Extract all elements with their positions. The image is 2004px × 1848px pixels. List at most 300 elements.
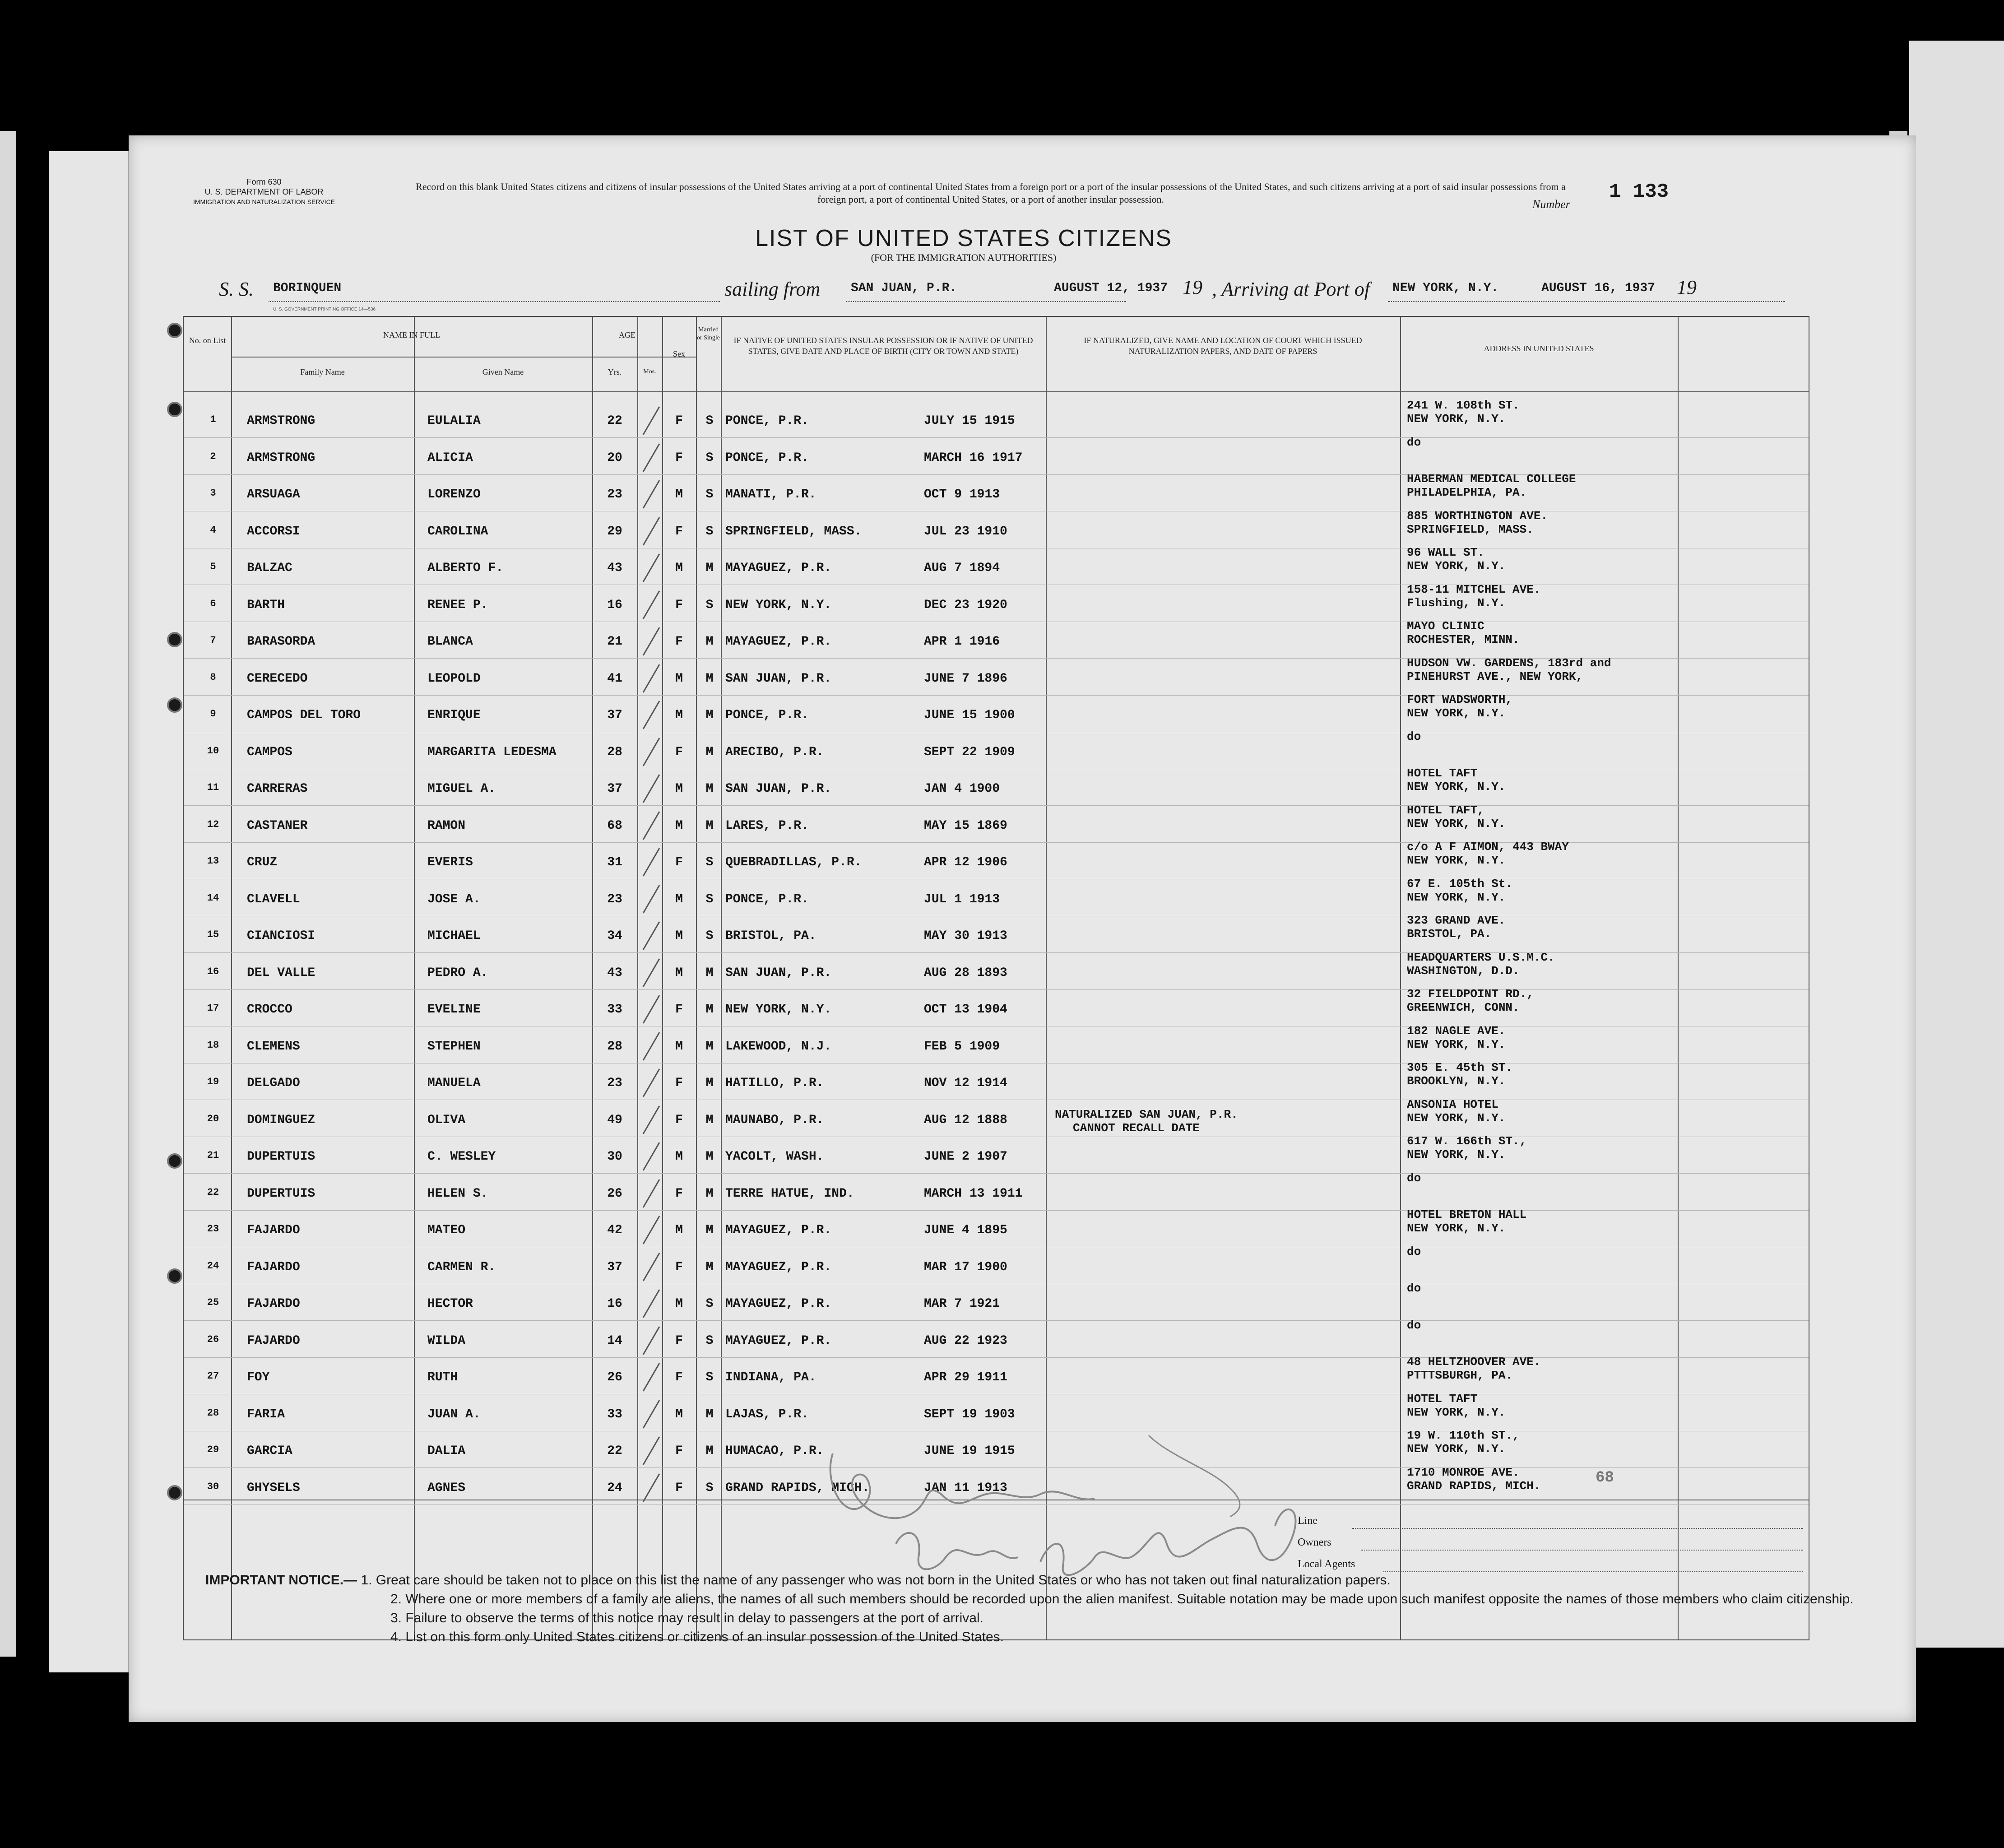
notice-lead: IMPORTANT NOTICE.— bbox=[205, 1573, 357, 1588]
cell-age: 26 bbox=[607, 1370, 622, 1384]
cell-address: do bbox=[1407, 1244, 1421, 1258]
cell-ms: S bbox=[705, 524, 714, 539]
cell-address: PHILADELPHIA, PA. bbox=[1407, 486, 1527, 499]
cell-date: JUL 1 1913 bbox=[924, 892, 1000, 906]
line-label: Line bbox=[1298, 1515, 1317, 1527]
film-edge-left bbox=[0, 131, 16, 1657]
cell-date: AUG 28 1893 bbox=[924, 966, 1007, 980]
cell-no: 17 bbox=[207, 1003, 219, 1014]
mos-tick-mark bbox=[640, 1361, 662, 1393]
cell-given: MANUELA bbox=[427, 1076, 481, 1090]
notice-item-4: 4. List on this form only United States citizens or citizens of an insular possession of the United States. bbox=[390, 1630, 1004, 1644]
cell-date: APR 1 1916 bbox=[924, 635, 1000, 649]
cell-date: JAN 11 1913 bbox=[924, 1481, 1007, 1495]
cell-no: 1 bbox=[210, 414, 216, 425]
cell-family: BARTH bbox=[247, 598, 285, 612]
binder-hole bbox=[167, 402, 182, 417]
document-subtitle: (FOR THE IMMIGRATION AUTHORITIES) bbox=[871, 252, 1057, 263]
cell-family: DELGADO bbox=[247, 1076, 300, 1090]
cell-ms: S bbox=[705, 414, 714, 428]
mos-tick-mark bbox=[640, 1104, 662, 1136]
cell-given: DALIA bbox=[427, 1444, 466, 1458]
cell-sex: F bbox=[675, 1113, 683, 1127]
cell-address: NEW YORK, N.Y. bbox=[1407, 559, 1506, 573]
cell-place: SAN JUAN, P.R. bbox=[725, 782, 832, 796]
cell-place: YACOLT, WASH. bbox=[725, 1150, 824, 1164]
cell-ms: M bbox=[705, 966, 714, 980]
cell-no: 29 bbox=[207, 1444, 219, 1455]
col-name-in-full: NAME IN FULL bbox=[383, 330, 440, 339]
cell-age: 43 bbox=[607, 561, 622, 575]
cell-date: JUNE 4 1895 bbox=[924, 1223, 1007, 1237]
cell-address: MAYO CLINIC bbox=[1407, 619, 1484, 633]
arrival-port: NEW YORK, N.Y. bbox=[1392, 281, 1499, 295]
cell-address: BRISTOL, PA. bbox=[1407, 927, 1492, 941]
cell-ms: S bbox=[705, 450, 714, 465]
cell-no: 14 bbox=[207, 892, 219, 904]
cell-address: NEW YORK, N.Y. bbox=[1407, 1221, 1506, 1235]
cell-address: NEW YORK, N.Y. bbox=[1407, 854, 1506, 867]
cell-age: 24 bbox=[607, 1481, 622, 1495]
cell-place: PONCE, P.R. bbox=[725, 450, 809, 465]
cell-no: 3 bbox=[210, 488, 216, 499]
mos-tick-mark bbox=[640, 994, 662, 1025]
cell-address: 32 FIELDPOINT RD., bbox=[1407, 987, 1534, 1001]
cell-date: APR 29 1911 bbox=[924, 1370, 1007, 1384]
adjacent-page-left bbox=[49, 151, 129, 1672]
cell-address: 158-11 MITCHEL AVE. bbox=[1407, 582, 1541, 596]
cell-place: MAYAGUEZ, P.R. bbox=[725, 1223, 832, 1237]
cell-ms: M bbox=[705, 1113, 714, 1127]
cell-place: MAYAGUEZ, P.R. bbox=[725, 1333, 832, 1348]
cell-ms: M bbox=[705, 1076, 714, 1090]
cell-date: SEPT 22 1909 bbox=[924, 745, 1015, 759]
cell-date: APR 12 1906 bbox=[924, 855, 1007, 869]
col-age: AGE bbox=[619, 330, 636, 339]
col-sex: Sex bbox=[673, 349, 685, 358]
cell-place: LAKEWOOD, N.J. bbox=[725, 1039, 832, 1054]
cell-ms: M bbox=[705, 1407, 714, 1421]
cell-given: EVERIS bbox=[427, 855, 473, 869]
local-agents-label: Local Agents bbox=[1298, 1558, 1355, 1570]
cell-given: RENEE P. bbox=[427, 598, 488, 612]
cell-date: JUNE 19 1915 bbox=[924, 1444, 1015, 1458]
cell-no: 22 bbox=[207, 1186, 219, 1198]
cell-ms: S bbox=[705, 892, 714, 906]
print-office: U. S. GOVERNMENT PRINTING OFFICE 14—536 bbox=[273, 307, 376, 312]
cell-age: 33 bbox=[607, 1003, 622, 1017]
cell-given: STEPHEN bbox=[427, 1039, 481, 1054]
cell-given: EVELINE bbox=[427, 1003, 481, 1017]
cell-given: CAROLINA bbox=[427, 524, 488, 539]
cell-family: FAJARDO bbox=[247, 1297, 300, 1311]
cell-given: MIGUEL A. bbox=[427, 782, 496, 796]
cell-address: NEW YORK, N.Y. bbox=[1407, 1148, 1506, 1161]
cell-place: INDIANA, PA. bbox=[725, 1370, 816, 1384]
mos-tick-mark bbox=[640, 1251, 662, 1283]
cell-address: do bbox=[1407, 1318, 1421, 1332]
cell-ms: M bbox=[705, 1186, 714, 1201]
cell-date: AUG 12 1888 bbox=[924, 1113, 1007, 1127]
cell-age: 23 bbox=[607, 488, 622, 501]
cell-family: CRUZ bbox=[247, 855, 278, 869]
cell-no: 4 bbox=[210, 524, 216, 536]
cell-address: FORT WADSWORTH, bbox=[1407, 693, 1513, 706]
cell-family: CARRERAS bbox=[247, 782, 308, 796]
cell-address: HOTEL TAFT bbox=[1407, 1392, 1478, 1406]
cell-address: NEW YORK, N.Y. bbox=[1407, 1111, 1506, 1125]
col-birth: IF NATIVE OF UNITED STATES INSULAR POSSESSION OR IF NATIVE OF UNITED STATES, GIVE DATE AND PLACE OF BIRTH (CITY OR TOWN AND STATE) bbox=[733, 336, 1033, 356]
cell-date: JAN 4 1900 bbox=[924, 782, 1000, 796]
cell-family: CLEMENS bbox=[247, 1039, 300, 1054]
cell-address: NEW YORK, N.Y. bbox=[1407, 412, 1506, 426]
cell-given: C. WESLEY bbox=[427, 1150, 496, 1164]
cell-sex: F bbox=[675, 855, 683, 869]
mos-tick-mark bbox=[640, 957, 662, 989]
mos-tick-mark bbox=[640, 663, 662, 694]
cell-place: MANATI, P.R. bbox=[725, 488, 816, 501]
cell-sex: F bbox=[675, 450, 683, 465]
cell-ms: S bbox=[705, 1481, 714, 1495]
cell-family: CLAVELL bbox=[247, 892, 300, 906]
arrival-year-suffix: 19 bbox=[1677, 276, 1697, 298]
cell-sex: M bbox=[675, 708, 683, 722]
mos-tick-mark bbox=[640, 883, 662, 915]
cell-family: ARMSTRONG bbox=[247, 414, 315, 428]
mos-tick-mark bbox=[640, 699, 662, 731]
cell-date: NOV 12 1914 bbox=[924, 1076, 1007, 1090]
cell-place: MAYAGUEZ, P.R. bbox=[725, 1260, 832, 1274]
cell-given: LORENZO bbox=[427, 488, 481, 501]
cell-sex: F bbox=[675, 1444, 683, 1458]
cell-given: RUTH bbox=[427, 1370, 458, 1384]
cell-date: FEB 5 1909 bbox=[924, 1039, 1000, 1054]
cell-given: ENRIQUE bbox=[427, 708, 481, 722]
binder-hole bbox=[167, 323, 182, 338]
cell-age: 29 bbox=[607, 524, 622, 539]
cell-ms: S bbox=[705, 855, 714, 869]
cell-family: FAJARDO bbox=[247, 1223, 300, 1237]
cell-place: MAUNABO, P.R. bbox=[725, 1113, 824, 1127]
cell-age: 23 bbox=[607, 1076, 622, 1090]
cell-date: OCT 9 1913 bbox=[924, 488, 1000, 501]
cell-ms: M bbox=[705, 1260, 714, 1274]
cell-family: DUPERTUIS bbox=[247, 1150, 315, 1164]
cell-age: 16 bbox=[607, 598, 622, 612]
cell-place: GRAND RAPIDS, MICH. bbox=[725, 1481, 870, 1495]
cell-place: PONCE, P.R. bbox=[725, 892, 809, 906]
cell-age: 68 bbox=[607, 818, 622, 833]
cell-date: DEC 23 1920 bbox=[924, 598, 1007, 612]
cell-no: 11 bbox=[207, 782, 219, 793]
cell-ms: M bbox=[705, 1039, 714, 1054]
cell-given: WILDA bbox=[427, 1333, 466, 1348]
cell-no: 15 bbox=[207, 929, 219, 940]
cell-no: 21 bbox=[207, 1150, 219, 1161]
ss-label: S. S. bbox=[219, 278, 254, 300]
cell-ms: M bbox=[705, 782, 714, 796]
cell-family: DEL VALLE bbox=[247, 966, 315, 980]
cell-sex: M bbox=[675, 1223, 683, 1237]
cell-family: GARCIA bbox=[247, 1444, 292, 1458]
form-number: Form 630 bbox=[246, 177, 282, 186]
cell-ms: M bbox=[705, 671, 714, 686]
cell-place: SAN JUAN, P.R. bbox=[725, 966, 832, 980]
cell-date: MARCH 16 1917 bbox=[924, 450, 1023, 465]
cell-no: 23 bbox=[207, 1223, 219, 1235]
cell-given: JUAN A. bbox=[427, 1407, 481, 1421]
cell-sex: F bbox=[675, 1186, 683, 1201]
cell-address: NEW YORK, N.Y. bbox=[1407, 817, 1506, 831]
cell-given: EULALIA bbox=[427, 414, 481, 428]
col-address: ADDRESS IN UNITED STATES bbox=[1484, 344, 1594, 353]
cell-no: 25 bbox=[207, 1297, 219, 1308]
cell-ms: S bbox=[705, 1370, 714, 1384]
cell-no: 20 bbox=[207, 1113, 219, 1124]
cell-given: OLIVA bbox=[427, 1113, 466, 1127]
cell-no: 26 bbox=[207, 1333, 219, 1345]
cell-address: PTTTSBURGH, PA. bbox=[1407, 1369, 1513, 1382]
form-identifier bbox=[156, 177, 372, 207]
cell-given: JOSE A. bbox=[427, 892, 481, 906]
cell-date: AUG 22 1923 bbox=[924, 1333, 1007, 1348]
cell-address: do bbox=[1407, 1171, 1421, 1185]
cell-address: do bbox=[1407, 729, 1421, 743]
cell-place: NEW YORK, N.Y. bbox=[725, 598, 832, 612]
mos-tick-mark bbox=[640, 810, 662, 841]
cell-date: MAY 15 1869 bbox=[924, 818, 1007, 833]
sailing-port: SAN JUAN, P.R. bbox=[851, 281, 957, 295]
cell-age: 21 bbox=[607, 635, 622, 649]
cell-given: CARMEN R. bbox=[427, 1260, 496, 1274]
cell-family: FAJARDO bbox=[247, 1260, 300, 1274]
cell-address: HUDSON VW. GARDENS, 183rd and bbox=[1407, 656, 1611, 670]
cell-family: FOY bbox=[247, 1370, 270, 1384]
page-stamp: 68 bbox=[1596, 1469, 1614, 1486]
cell-date: SEPT 19 1903 bbox=[924, 1407, 1015, 1421]
cell-age: 28 bbox=[607, 1039, 622, 1054]
cell-family: CERECEDO bbox=[247, 671, 308, 686]
cell-no: 5 bbox=[210, 561, 216, 572]
cell-age: 22 bbox=[607, 414, 622, 428]
sailing-label: sailing from bbox=[724, 278, 821, 300]
cell-place: LARES, P.R. bbox=[725, 818, 809, 833]
cell-address: HABERMAN MEDICAL COLLEGE bbox=[1407, 472, 1576, 486]
cell-age: 37 bbox=[607, 782, 622, 796]
cell-age: 37 bbox=[607, 1260, 622, 1274]
cell-address: Flushing, N.Y. bbox=[1407, 596, 1506, 610]
cell-sex: M bbox=[675, 1407, 683, 1421]
cell-sex: F bbox=[675, 524, 683, 539]
cell-family: ACCORSI bbox=[247, 524, 300, 539]
cell-ms: S bbox=[705, 488, 714, 501]
cell-place: PONCE, P.R. bbox=[725, 708, 809, 722]
cell-given: HELEN S. bbox=[427, 1186, 488, 1201]
cell-place: QUEBRADILLAS, P.R. bbox=[725, 855, 862, 869]
cell-age: 49 bbox=[607, 1113, 622, 1127]
agents-block bbox=[1298, 1510, 1355, 1575]
cell-no: 7 bbox=[210, 635, 216, 646]
mos-tick-mark bbox=[640, 1031, 662, 1062]
cell-address: 305 E. 45th ST. bbox=[1407, 1061, 1513, 1074]
cell-address: c/o A F AIMON, 443 BWAY bbox=[1407, 840, 1569, 854]
cell-ms: M bbox=[705, 708, 714, 722]
cell-address: NEW YORK, N.Y. bbox=[1407, 780, 1506, 794]
cell-age: 34 bbox=[607, 929, 622, 943]
mos-tick-mark bbox=[640, 920, 662, 952]
cell-address: NEW YORK, N.Y. bbox=[1407, 706, 1506, 720]
cell-family: ARMSTRONG bbox=[247, 450, 315, 465]
cell-given: BLANCA bbox=[427, 635, 473, 649]
cell-date: JUNE 2 1907 bbox=[924, 1150, 1007, 1164]
cell-sex: F bbox=[675, 1370, 683, 1384]
cell-date: MAY 30 1913 bbox=[924, 929, 1007, 943]
cell-given: MARGARITA LEDESMA bbox=[427, 745, 557, 759]
cell-no: 24 bbox=[207, 1260, 219, 1272]
mos-tick-mark bbox=[640, 515, 662, 547]
cell-address: NEW YORK, N.Y. bbox=[1407, 1442, 1506, 1456]
mos-tick-mark bbox=[640, 1435, 662, 1467]
cell-sex: M bbox=[675, 929, 683, 943]
cell-age: 37 bbox=[607, 708, 622, 722]
cell-age: 26 bbox=[607, 1186, 622, 1201]
cell-address: 617 W. 166th ST., bbox=[1407, 1134, 1527, 1148]
important-notice bbox=[205, 1571, 1875, 1647]
cell-age: 20 bbox=[607, 450, 622, 465]
cell-sex: F bbox=[675, 635, 683, 649]
cell-sex: F bbox=[675, 1260, 683, 1274]
mos-tick-mark bbox=[640, 442, 662, 474]
cell-age: 14 bbox=[607, 1333, 622, 1348]
cell-address: ANSONIA HOTEL bbox=[1407, 1097, 1498, 1111]
cell-address: do bbox=[1407, 1282, 1421, 1295]
cell-address: 1710 MONROE AVE. bbox=[1407, 1465, 1520, 1479]
cell-place: SAN JUAN, P.R. bbox=[725, 671, 832, 686]
cell-naturalization: NATURALIZED SAN JUAN, P.R. bbox=[1055, 1107, 1238, 1121]
cell-age: 43 bbox=[607, 966, 622, 980]
binder-hole bbox=[167, 1268, 182, 1284]
cell-place: HUMACAO, P.R. bbox=[725, 1444, 824, 1458]
cell-sex: M bbox=[675, 671, 683, 686]
mos-tick-mark bbox=[640, 1288, 662, 1319]
cell-address: NEW YORK, N.Y. bbox=[1407, 1037, 1506, 1051]
cell-address: WASHINGTON, D.D. bbox=[1407, 964, 1520, 978]
cell-address: 241 W. 108th ST. bbox=[1407, 399, 1520, 412]
mos-tick-mark bbox=[640, 846, 662, 878]
intro-text: Record on this blank United States citizens and citizens of insular possessions of the United States arriving at a port of continental United States from a foreign port or a port of the insular possessions of the United States, and such citizens arriving at a port of said insular possessions from a foreign port, a port of continental United States, or a port of another insular possession. bbox=[416, 181, 1566, 205]
cell-date: JUL 23 1910 bbox=[924, 524, 1007, 539]
cell-sex: M bbox=[675, 561, 683, 575]
notice-item-1: 1. Great care should be taken not to place on this list the name of any passenger who was not born in the United States or who has not taken out final naturalization papers. bbox=[361, 1573, 1391, 1588]
cell-ms: M bbox=[705, 561, 714, 575]
cell-address: SPRINGFIELD, MASS. bbox=[1407, 522, 1534, 536]
owners-label: Owners bbox=[1298, 1537, 1331, 1548]
cell-sex: F bbox=[675, 1481, 683, 1495]
cell-address: NEW YORK, N.Y. bbox=[1407, 890, 1506, 904]
cell-family: CIANCIOSI bbox=[247, 929, 315, 943]
cell-ms: M bbox=[705, 1150, 714, 1164]
cell-address: 19 W. 110th ST., bbox=[1407, 1429, 1520, 1442]
cell-address: 48 HELTZHOOVER AVE. bbox=[1407, 1355, 1541, 1369]
cell-age: 42 bbox=[607, 1223, 622, 1237]
cell-age: 28 bbox=[607, 745, 622, 759]
notice-item-3: 3. Failure to observe the terms of this notice may result in delay to passengers at the port of arrival. bbox=[390, 1611, 983, 1625]
cell-no: 13 bbox=[207, 855, 219, 867]
cell-ms: M bbox=[705, 1444, 714, 1458]
cell-age: 41 bbox=[607, 671, 622, 686]
cell-no: 9 bbox=[210, 708, 216, 720]
cell-no: 10 bbox=[207, 745, 219, 757]
cell-no: 6 bbox=[210, 598, 216, 609]
col-mos: Mos. bbox=[643, 368, 656, 375]
voyage-line bbox=[219, 278, 1785, 305]
cell-family: DOMINGUEZ bbox=[247, 1113, 315, 1127]
mos-tick-mark bbox=[640, 589, 662, 621]
mos-tick-mark bbox=[640, 552, 662, 584]
cell-given: AGNES bbox=[427, 1481, 466, 1495]
cell-address: PINEHURST AVE., NEW YORK, bbox=[1407, 669, 1583, 683]
cell-date: OCT 13 1904 bbox=[924, 1003, 1007, 1017]
cell-date: JUNE 15 1900 bbox=[924, 708, 1015, 722]
cell-no: 2 bbox=[210, 450, 216, 462]
cell-place: BRISTOL, PA. bbox=[725, 929, 816, 943]
service: IMMIGRATION AND NATURALIZATION SERVICE bbox=[193, 198, 335, 205]
cell-place: SPRINGFIELD, MASS. bbox=[725, 524, 862, 539]
cell-no: 28 bbox=[207, 1407, 219, 1419]
cell-sex: F bbox=[675, 598, 683, 612]
cell-place: NEW YORK, N.Y. bbox=[725, 1003, 832, 1017]
cell-ms: S bbox=[705, 1297, 714, 1311]
col-naturalized: IF NATURALIZED, GIVE NAME AND LOCATION OF COURT WHICH ISSUED NATURALIZATION PAPERS, AND DATE OF PAPERS bbox=[1084, 336, 1362, 356]
cell-place: LAJAS, P.R. bbox=[725, 1407, 809, 1421]
mos-tick-mark bbox=[640, 1398, 662, 1430]
cell-date: JULY 15 1915 bbox=[924, 414, 1015, 428]
cell-given: RAMON bbox=[427, 818, 466, 833]
cell-address: 96 WALL ST. bbox=[1407, 546, 1484, 559]
document-title: LIST OF UNITED STATES CITIZENS bbox=[755, 225, 1172, 251]
film-edge-right bbox=[1909, 41, 2004, 1648]
cell-given: MATEO bbox=[427, 1223, 466, 1237]
cell-age: 31 bbox=[607, 855, 622, 869]
cell-no: 8 bbox=[210, 671, 216, 683]
cell-sex: M bbox=[675, 488, 683, 501]
cell-sex: M bbox=[675, 1150, 683, 1164]
cell-sex: M bbox=[675, 782, 683, 796]
cell-address: HOTEL TAFT, bbox=[1407, 803, 1484, 817]
cell-address: ROCHESTER, MINN. bbox=[1407, 633, 1520, 646]
cell-given: HECTOR bbox=[427, 1297, 473, 1311]
cell-address: GRAND RAPIDS, MICH. bbox=[1407, 1479, 1541, 1493]
cell-age: 30 bbox=[607, 1150, 622, 1164]
cell-address: GREENWICH, CONN. bbox=[1407, 1001, 1520, 1014]
cell-age: 22 bbox=[607, 1444, 622, 1458]
cell-address: HOTEL TAFT bbox=[1407, 766, 1478, 780]
cell-address: 67 E. 105th St. bbox=[1407, 877, 1513, 891]
cell-sex: F bbox=[675, 1003, 683, 1017]
department: U. S. DEPARTMENT OF LABOR bbox=[204, 187, 324, 196]
cell-given: PEDRO A. bbox=[427, 966, 488, 980]
manifest-page bbox=[129, 135, 1916, 1722]
cell-place: HATILLO, P.R. bbox=[725, 1076, 824, 1090]
cell-address: NEW YORK, N.Y. bbox=[1407, 1405, 1506, 1419]
cell-sex: M bbox=[675, 892, 683, 906]
number-label: Number bbox=[1532, 198, 1570, 211]
mos-tick-mark bbox=[640, 626, 662, 657]
cell-age: 23 bbox=[607, 892, 622, 906]
cell-age: 16 bbox=[607, 1297, 622, 1311]
cell-address: BROOKLYN, N.Y. bbox=[1407, 1074, 1506, 1088]
cell-address: do bbox=[1407, 435, 1421, 449]
